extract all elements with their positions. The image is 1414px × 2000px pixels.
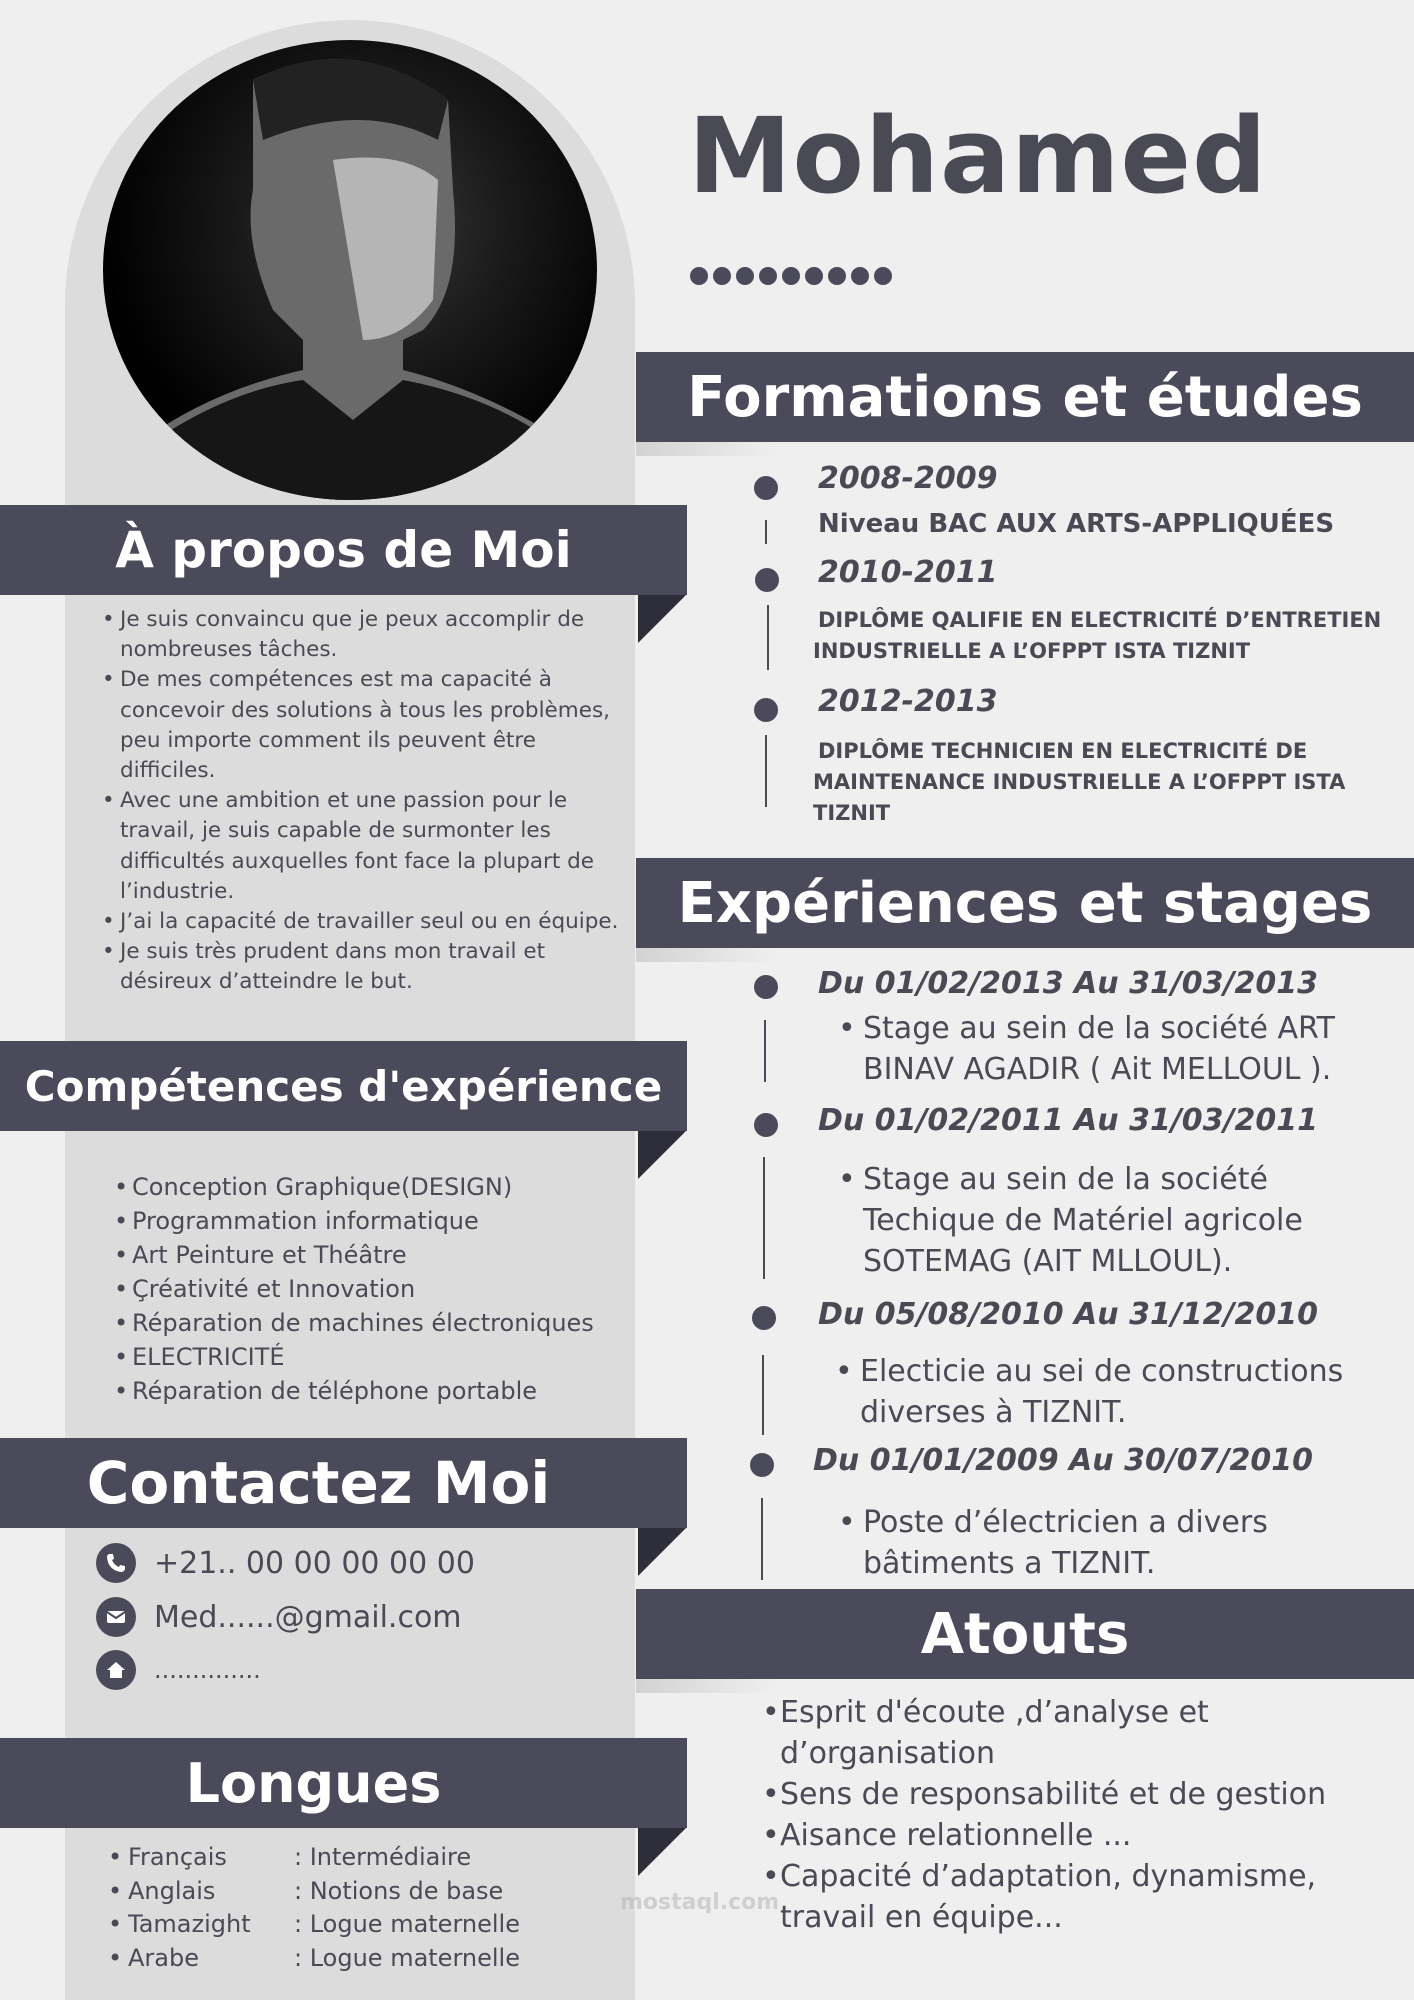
edu-year: 2008-2009 bbox=[818, 461, 998, 496]
timeline-line bbox=[767, 605, 769, 670]
contact-email-row bbox=[96, 1597, 462, 1637]
exp-date: Du 01/02/2013 Au 31/03/2013 bbox=[818, 966, 1318, 1001]
timeline-dot bbox=[754, 476, 778, 500]
exp-bullet: • bbox=[838, 1162, 856, 1197]
about-item: • De mes compétences est ma capacité à concevoir des solutions à tous les problèmes, peu importe comment ils peuvent être difficiles. bbox=[98, 665, 628, 786]
skill-item: • Programmation informatique bbox=[110, 1204, 640, 1238]
language-level: : Logue maternelle bbox=[294, 1910, 520, 1938]
timeline-line bbox=[764, 1020, 766, 1082]
timeline-dot bbox=[754, 975, 778, 999]
phone-icon bbox=[96, 1543, 136, 1583]
exp-text: bâtiments a TIZNIT. bbox=[863, 1546, 1156, 1581]
exp-bullet: • bbox=[838, 1505, 856, 1540]
skill-item: • Çréativité et Innovation bbox=[110, 1272, 640, 1306]
language-row bbox=[108, 1841, 520, 1875]
about-item: • Avec une ambition et une passion pour le travail, je suis capable de surmonter les difficultés auxquelles font face la plupart de l’industrie. bbox=[98, 786, 628, 907]
home-icon bbox=[96, 1650, 136, 1690]
timeline-dot bbox=[754, 1113, 778, 1137]
edu-text: DIPLÔME QALIFIE EN ELECTRICITÉ D’ENTRETIEN bbox=[818, 608, 1382, 632]
contact-address: .............. bbox=[154, 1656, 261, 1684]
skills-list bbox=[110, 1170, 640, 1408]
edu-text: DIPLÔME TECHNICIEN EN ELECTRICITÉ DE bbox=[818, 739, 1308, 763]
timeline-line bbox=[761, 1498, 763, 1580]
decorative-dots bbox=[690, 267, 892, 285]
exp-text: Stage au sein de la société bbox=[863, 1162, 1268, 1197]
mail-icon bbox=[96, 1597, 136, 1637]
experience-heading: Expériences et stages bbox=[636, 858, 1414, 948]
edu-year: 2010-2011 bbox=[818, 555, 998, 590]
education-heading: Formations et études bbox=[636, 352, 1414, 442]
language-row bbox=[108, 1875, 520, 1909]
timeline-line bbox=[762, 1355, 764, 1435]
language-level: : Logue maternelle bbox=[294, 1943, 520, 1972]
exp-date: Du 05/08/2010 Au 31/12/2010 bbox=[818, 1297, 1318, 1332]
about-item: • Je suis très prudent dans mon travail et désireux d’atteindre le but. bbox=[98, 937, 628, 997]
heading-shadow bbox=[636, 442, 776, 456]
timeline-dot bbox=[755, 568, 779, 592]
edu-text: MAINTENANCE INDUSTRIELLE A L’OFPPT ISTA bbox=[813, 770, 1346, 794]
languages-list bbox=[108, 1841, 520, 1975]
about-item: • Je suis convaincu que je peux accomplir de nombreuses tâches. bbox=[98, 605, 628, 665]
ribbon-fold bbox=[638, 1528, 686, 1576]
heading-shadow bbox=[636, 948, 776, 962]
language-row bbox=[108, 1942, 520, 1976]
language-name: • Arabe bbox=[128, 1943, 199, 1972]
edu-text: TIZNIT bbox=[813, 801, 891, 825]
exp-date: Du 01/02/2011 Au 31/03/2011 bbox=[818, 1103, 1318, 1138]
about-heading: À propos de Moi bbox=[0, 505, 687, 595]
skill-item: • Art Peinture et Théâtre bbox=[110, 1238, 640, 1272]
timeline-line bbox=[763, 1157, 765, 1279]
atouts-list bbox=[758, 1692, 1398, 1938]
exp-text: diverses à TIZNIT. bbox=[860, 1395, 1127, 1430]
profile-photo bbox=[103, 40, 597, 500]
atout-item: • Aisance relationnelle ... bbox=[758, 1815, 1398, 1856]
exp-text: Stage au sein de la société ART bbox=[863, 1011, 1335, 1046]
exp-text: Techique de Matériel agricole bbox=[863, 1203, 1303, 1238]
heading-shadow bbox=[636, 1679, 776, 1693]
timeline-line bbox=[765, 520, 767, 544]
atout-item: • Sens de responsabilité et de gestion bbox=[758, 1774, 1398, 1815]
timeline-dot bbox=[752, 1306, 776, 1330]
language-name: • Anglais bbox=[128, 1876, 216, 1905]
contact-phone-row bbox=[96, 1543, 475, 1583]
about-list bbox=[98, 605, 628, 998]
contact-heading: Contactez Moi bbox=[0, 1438, 687, 1528]
exp-text: Poste d’électricien a divers bbox=[863, 1505, 1268, 1540]
atouts-heading: Atouts bbox=[636, 1589, 1414, 1679]
exp-date: Du 01/01/2009 Au 30/07/2010 bbox=[813, 1443, 1313, 1478]
watermark: mostaql.com bbox=[620, 1890, 780, 1915]
contact-phone[interactable]: +21.. 00 00 00 00 00 bbox=[154, 1545, 475, 1581]
skill-item: • Conception Graphique(DESIGN) bbox=[110, 1170, 640, 1204]
exp-text: BINAV AGADIR ( Ait MELLOUL ). bbox=[863, 1052, 1332, 1087]
atout-item: • Esprit d'écoute ,d’analyse et d’organisation bbox=[758, 1692, 1398, 1774]
language-level: : Notions de base bbox=[294, 1876, 504, 1905]
exp-bullet: • bbox=[835, 1354, 853, 1389]
ribbon-fold bbox=[638, 1828, 686, 1876]
skill-item: • Réparation de téléphone portable bbox=[110, 1374, 640, 1408]
edu-year: 2012-2013 bbox=[818, 684, 998, 719]
edu-text: Niveau BAC AUX ARTS-APPLIQUÉES bbox=[818, 509, 1335, 539]
edu-text: INDUSTRIELLE A L’OFPPT ISTA TIZNIT bbox=[813, 639, 1251, 663]
skills-heading: Compétences d'expérience bbox=[0, 1041, 687, 1131]
language-name: • Français bbox=[128, 1843, 227, 1871]
ribbon-fold bbox=[638, 1131, 686, 1179]
contact-email[interactable]: Med......@gmail.com bbox=[154, 1599, 462, 1635]
exp-text: SOTEMAG (AIT MLLOUL). bbox=[863, 1244, 1233, 1279]
person-name: Mohamed bbox=[688, 95, 1268, 217]
timeline-line bbox=[765, 735, 767, 807]
about-item: • J’ai la capacité de travailler seul ou en équipe. bbox=[98, 907, 628, 937]
atout-item: • Capacité d’adaptation, dynamisme, travail en équipe... bbox=[758, 1856, 1398, 1938]
skill-item: • Réparation de machines électroniques bbox=[110, 1306, 640, 1340]
contact-address-row bbox=[96, 1650, 261, 1690]
timeline-dot bbox=[754, 698, 778, 722]
exp-bullet: • bbox=[838, 1011, 856, 1046]
language-row bbox=[108, 1908, 520, 1942]
language-level: : Intermédiaire bbox=[294, 1843, 472, 1871]
language-name: • Tamazight bbox=[128, 1910, 251, 1938]
exp-text: Electicie au sei de constructions bbox=[860, 1354, 1344, 1389]
skill-item: • ELECTRICITÉ bbox=[110, 1340, 640, 1374]
languages-heading: Longues bbox=[0, 1738, 687, 1828]
ribbon-fold bbox=[638, 595, 686, 643]
timeline-dot bbox=[750, 1453, 774, 1477]
